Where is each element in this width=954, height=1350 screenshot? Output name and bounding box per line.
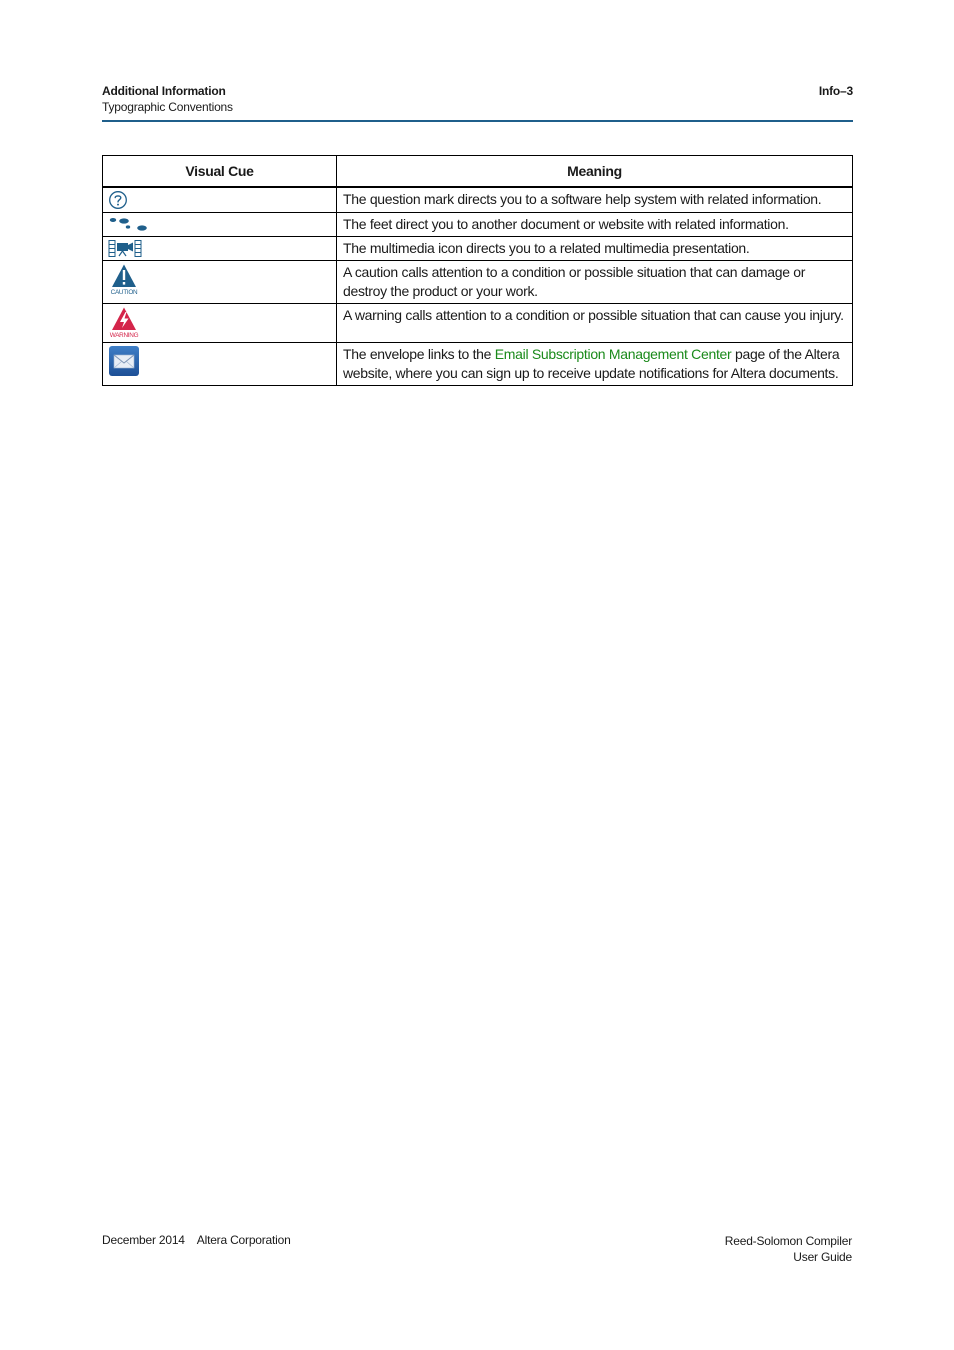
meaning-text-after: page of the Altera website, where you can sign up to receive update notifications for Altera documents.: [343, 346, 840, 381]
footer-date: December 2014: [102, 1233, 185, 1247]
visual-cue-cell: [103, 237, 337, 261]
meaning-cell: A caution calls attention to a condition or possible situation that can damage or destroy the product or your work.: [337, 261, 853, 304]
visual-cue-cell: [103, 304, 337, 343]
table-row: [103, 237, 853, 261]
header-subsection-title: Typographic Conventions: [102, 100, 233, 114]
table-row: [103, 187, 853, 213]
warning-icon: [108, 306, 331, 340]
caution-icon-label: CAUTION: [110, 289, 138, 296]
header-section-title: Additional Information: [102, 84, 226, 98]
column-header-visual-cue: Visual Cue: [103, 156, 337, 188]
page-header: [102, 84, 853, 122]
email-subscription-link[interactable]: Email Subscription Management Center: [494, 346, 732, 362]
header-page-number: Info–3: [818, 84, 853, 98]
visual-cue-cell: [103, 187, 337, 213]
page-footer-right: [725, 1233, 852, 1265]
column-header-meaning: Meaning: [337, 156, 853, 188]
footer-doc-title: Reed-Solomon Compiler: [724, 1234, 852, 1248]
meaning-cell: The question mark directs you to a software help system with related information.: [337, 187, 853, 213]
caution-icon: [108, 263, 331, 297]
footer-doc-subtitle: User Guide: [793, 1250, 852, 1264]
meaning-cell: The multimedia icon directs you to a related multimedia presentation.: [337, 237, 853, 261]
meaning-cell: A warning calls attention to a condition or possible situation that can cause you injury.: [337, 304, 853, 343]
visual-cue-cell: [103, 261, 337, 304]
visual-cue-cell: [103, 213, 337, 237]
question-mark-icon: [108, 190, 331, 210]
meaning-text-before: The envelope links to the: [343, 346, 495, 362]
meaning-cell: [337, 343, 853, 386]
visual-cue-cell: [103, 343, 337, 386]
table-header-row: [103, 156, 853, 188]
envelope-icon[interactable]: [108, 345, 331, 377]
page-footer-left: [102, 1233, 291, 1247]
table-row: [103, 304, 853, 343]
table-row: [103, 343, 853, 386]
meaning-cell: The feet direct you to another document or website with related information.: [337, 213, 853, 237]
footer-company: Altera Corporation: [196, 1233, 291, 1247]
table-row: [103, 213, 853, 237]
warning-icon-label: WARNING: [109, 332, 139, 339]
multimedia-icon: [108, 239, 331, 258]
table-row: [103, 261, 853, 304]
conventions-table: [102, 155, 853, 386]
feet-icon: [108, 215, 331, 234]
